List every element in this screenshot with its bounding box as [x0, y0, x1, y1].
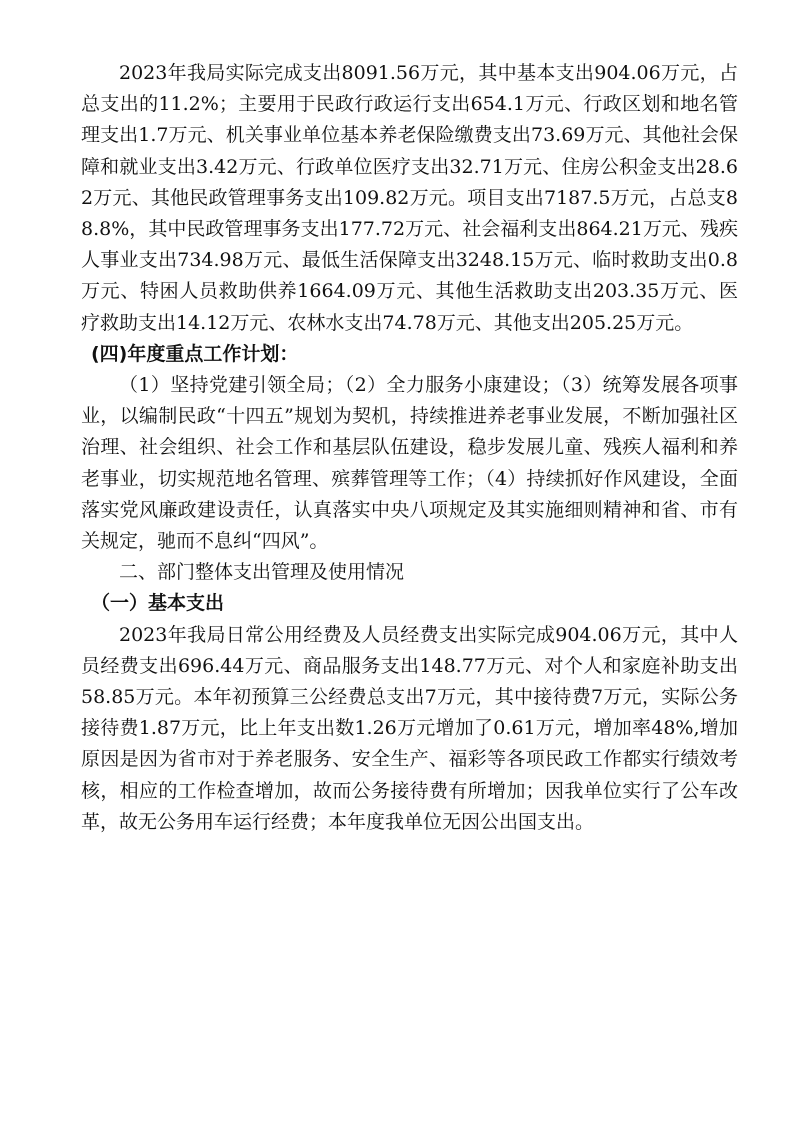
document-body	[81, 58, 738, 838]
basic-expenditure-paragraph: 2023年我局日常公用经费及人员经费支出实际完成904.06万元，其中人员经费支出696.44万元、商品服务支出148.77万元、对个人和家庭补助支出58.85万元。本年初预算三公经费总支出7万元，其中接待费7万元，实际公务接待费1.87万元，比上年支出数1.26万元增加了0.61万元，增加率48%,增加原因是因为省市对于养老服务、安全生产、福彩等各项民政工作都实行绩效考核，相应的工作检查增加，故而公务接待费有所增加；因我单位实行了公车改革，故无公务用车运行经费；本年度我单位无因公出国支出。	[81, 623, 738, 833]
section-heading-overall-expenditure: 二、部门整体支出管理及使用情况	[119, 561, 405, 584]
expenditure-summary-paragraph: 2023年我局实际完成支出8091.56万元，其中基本支出904.06万元，占总支出的11.2%；主要用于民政行政运行支出654.1万元、行政区划和地名管理支出1.7万元、机关事业单位基本养老保险缴费支出73.69万元、其他社会保障和就业支出3.42万元、行政单位医疗支出32.71万元、住房公积金支出28.62万元、其他民政管理事务支出109.82万元。项目支出7187.5万元，占总支88.8%，其中民政管理事务支出177.72万元、社会福利支出864.21万元、残疾人事业支出734.98万元、最低生活保障支出3248.15万元、临时救助支出0.8万元、特困人员救助供养1664.09万元、其他生活救助支出203.35万元、医疗救助支出14.12万元、农林水支出74.78万元、其他支出205.25万元。	[81, 62, 738, 334]
annual-plan-paragraph: （1）坚持党建引领全局；（2）全力服务小康建设；（3）统筹发展各项事业，以编制民政“十四五”规划为契机，持续推进养老事业发展，不断加强社区治理、社会组织、社会工作和基层队伍建设，稳步发展儿童、残疾人福利和养老事业，切实规范地名管理、殡葬管理等工作；（4）持续抓好作风建设，全面落实党风廉政建设责任，认真落实中央八项规定及其实施细则精神和省、市有关规定，驰而不息纠“四风”。	[81, 374, 738, 553]
section-heading-annual-plan: (四)年度重点工作计划：	[91, 342, 299, 365]
section-heading-basic-expenditure: （一）基本支出	[91, 592, 225, 615]
